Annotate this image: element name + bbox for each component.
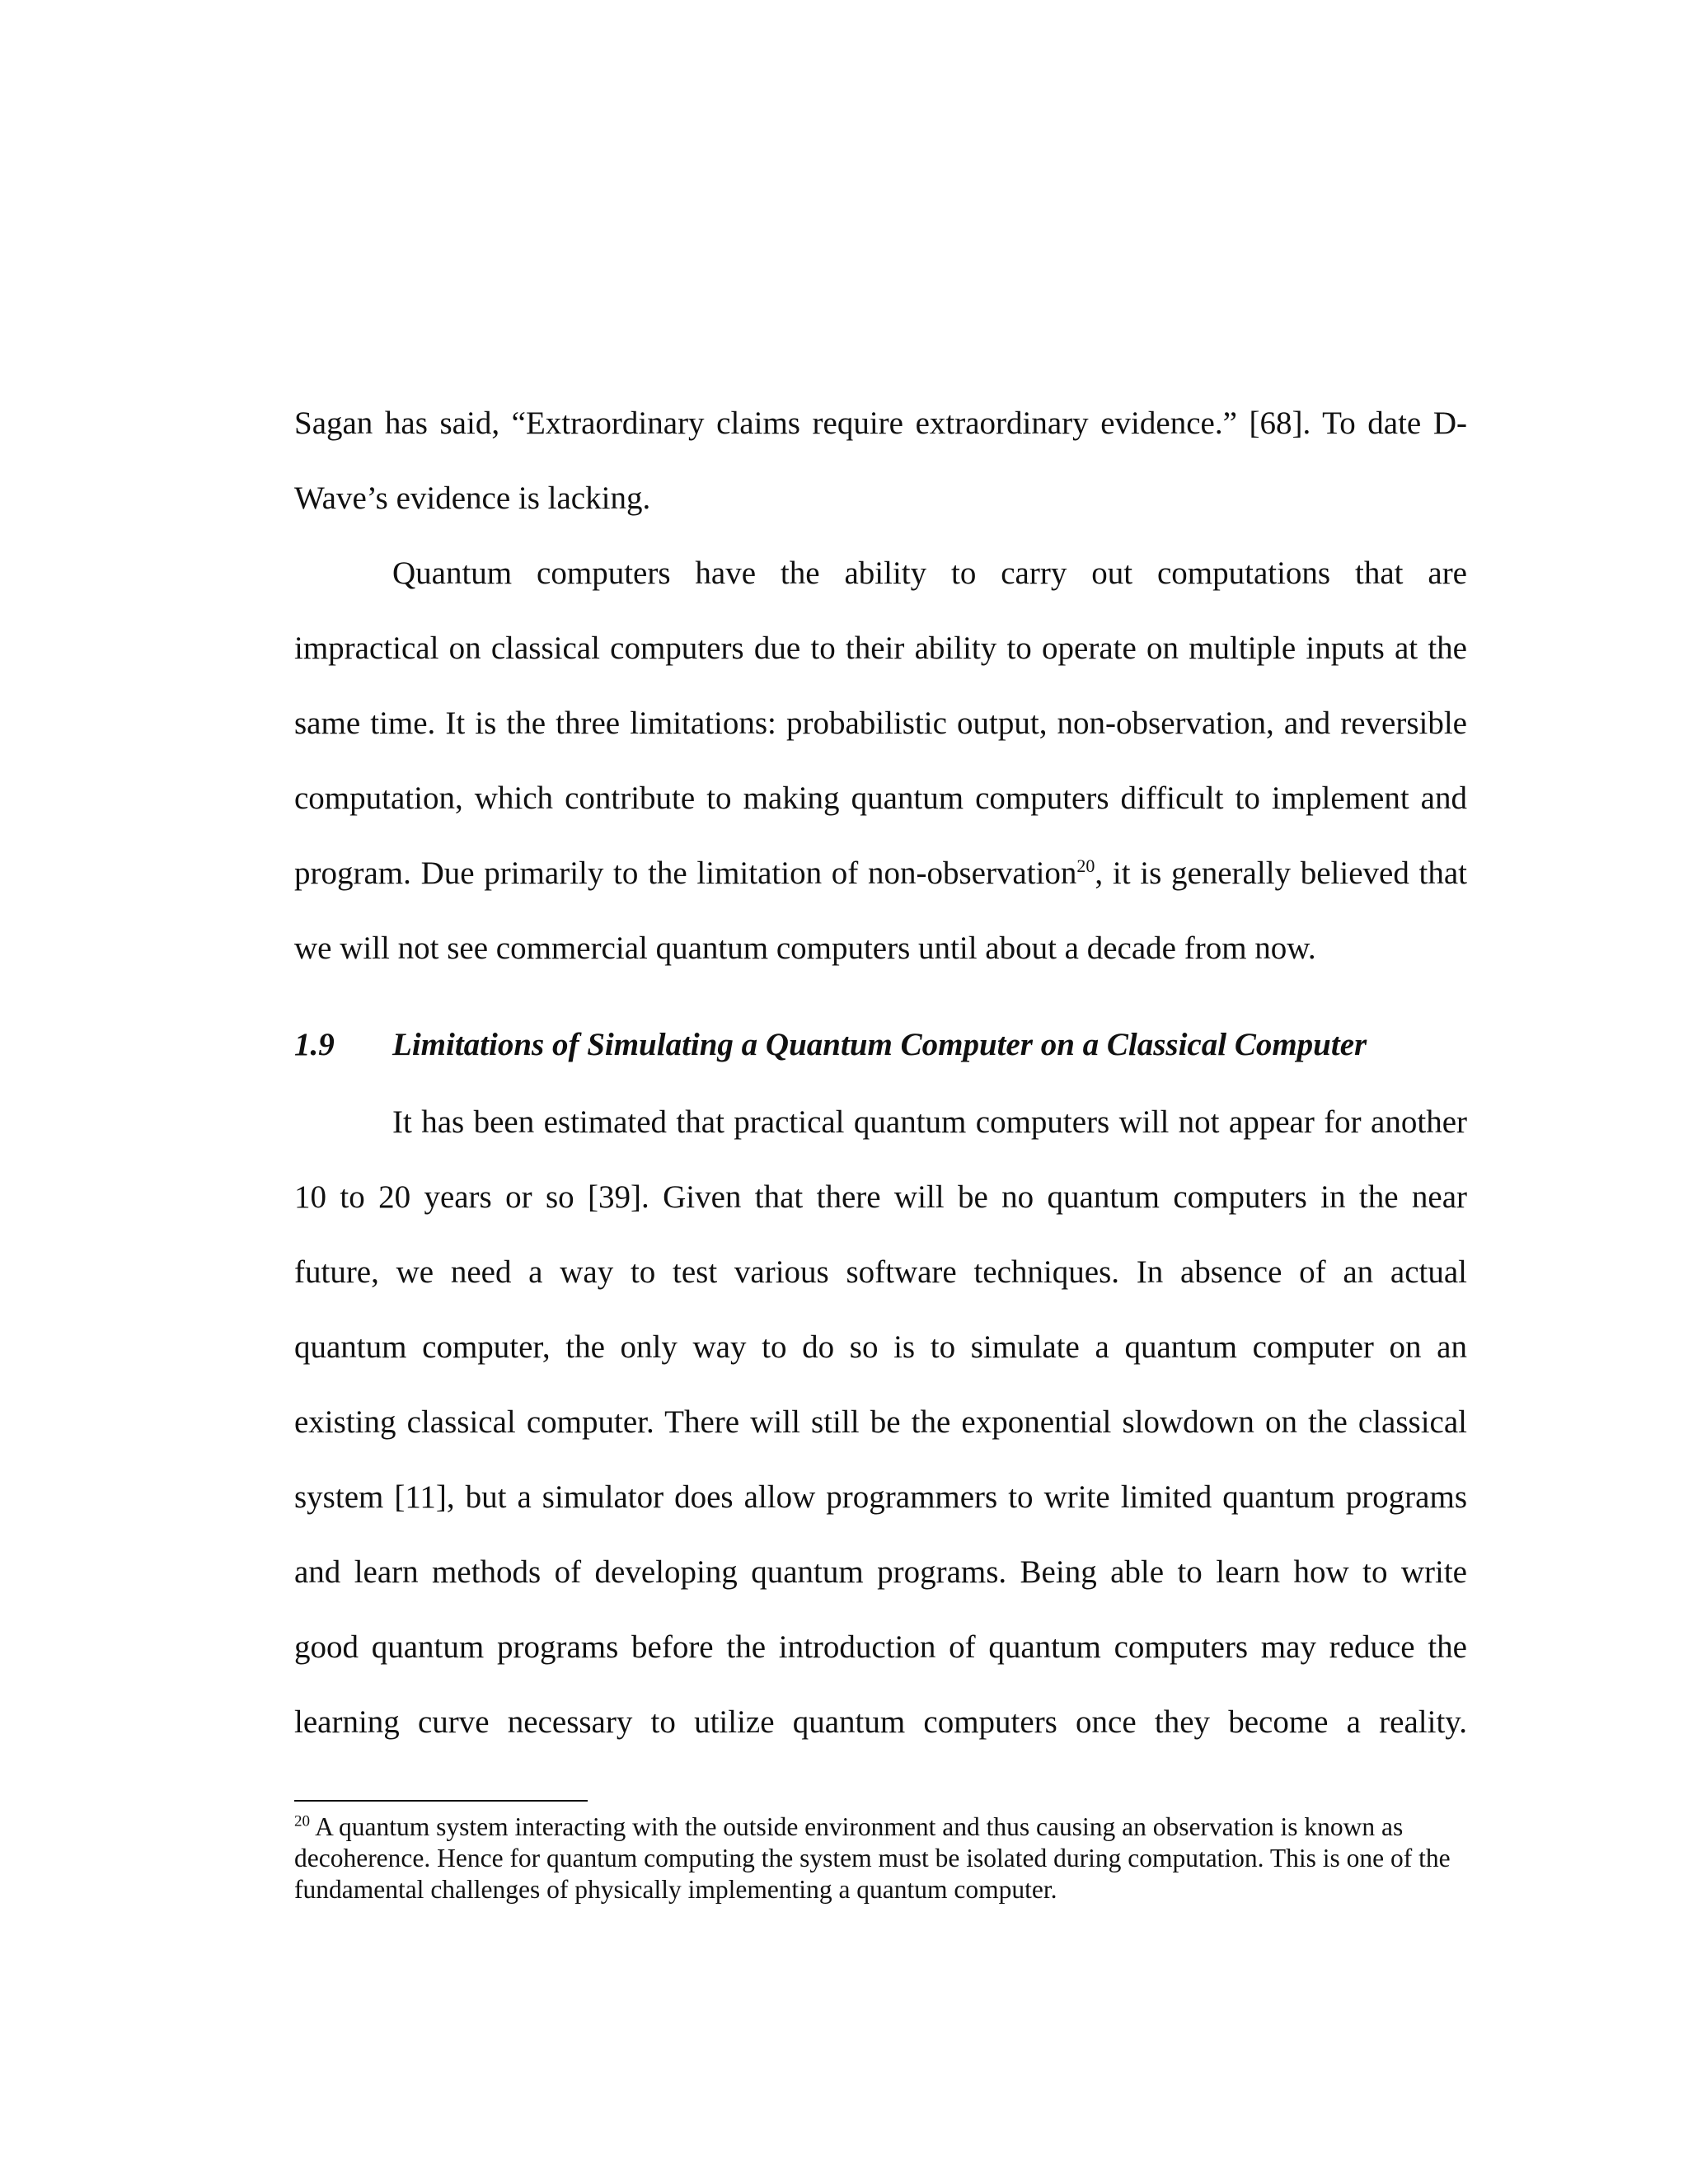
footnote-reference: 20 [1076,855,1095,876]
paragraph-continued [294,386,1467,536]
text-line: quantum computer, the only way to do so is to simulate a quantum computer on an [294,1329,1467,1365]
text-line: existing classical computer. There will still be the exponential slowdown on the classical [294,1404,1467,1440]
section-number: 1.9 [294,1027,335,1062]
footnote-text: A quantum system interacting with the outside environment and thus causing an observation is known as decoherence. Hence for quantum computing the system must be isolated during computation. This is one of the fundamental challenges of physically implementing a quantum computer. [294,1812,1451,1904]
text-line-with-footnote-ref [294,836,1467,911]
text-line: system [11], but a simulator does allow programmers to write limited quantum programs [294,1479,1467,1515]
body-text-top [294,386,1467,986]
text-line: 10 to 20 years or so [39]. Given that there will be no quantum computers in the near [294,1179,1467,1215]
text-line: computation, which contribute to making quantum computers difficult to implement and [294,780,1467,816]
section-title: Limitations of Simulating a Quantum Computer on a Classical Computer [392,1027,1367,1062]
footnote [294,1811,1467,1905]
footnote-separator [294,1800,588,1802]
paragraph-quantum [294,536,1467,986]
text-line: learning curve necessary to utilize quantum computers once they become a reality. [294,1704,1467,1740]
text-line: same time. It is the three limitations: probabilistic output, non-observation, and reversible [294,705,1467,741]
paragraph-simulation [294,1085,1467,1760]
text-line: we will not see commercial quantum computers until about a decade from now. [294,930,1316,966]
text-line: Quantum computers have the ability to carry out computations that are [392,555,1467,591]
text-line: and learn methods of developing quantum programs. Being able to learn how to write [294,1554,1467,1590]
body-text-bottom [294,1085,1467,1760]
footnote-marker: 20 [294,1812,310,1830]
text-line: Sagan has said, “Extraordinary claims require extraordinary evidence.” [68]. To date D- [294,405,1467,441]
text-line: impractical on classical computers due to their ability to operate on multiple inputs at the [294,630,1467,666]
section-heading [294,1022,1467,1068]
text-line: It has been estimated that practical quantum computers will not appear for another [392,1104,1467,1140]
text-line: future, we need a way to test various software techniques. In absence of an actual [294,1254,1467,1290]
text-line: good quantum programs before the introduction of quantum computers may reduce the [294,1629,1467,1665]
text-fragment: program. Due primarily to the limitation of non-observation [294,855,1077,891]
text-fragment: , it is generally believed that [1095,855,1468,891]
text-line: Wave’s evidence is lacking. [294,480,651,516]
